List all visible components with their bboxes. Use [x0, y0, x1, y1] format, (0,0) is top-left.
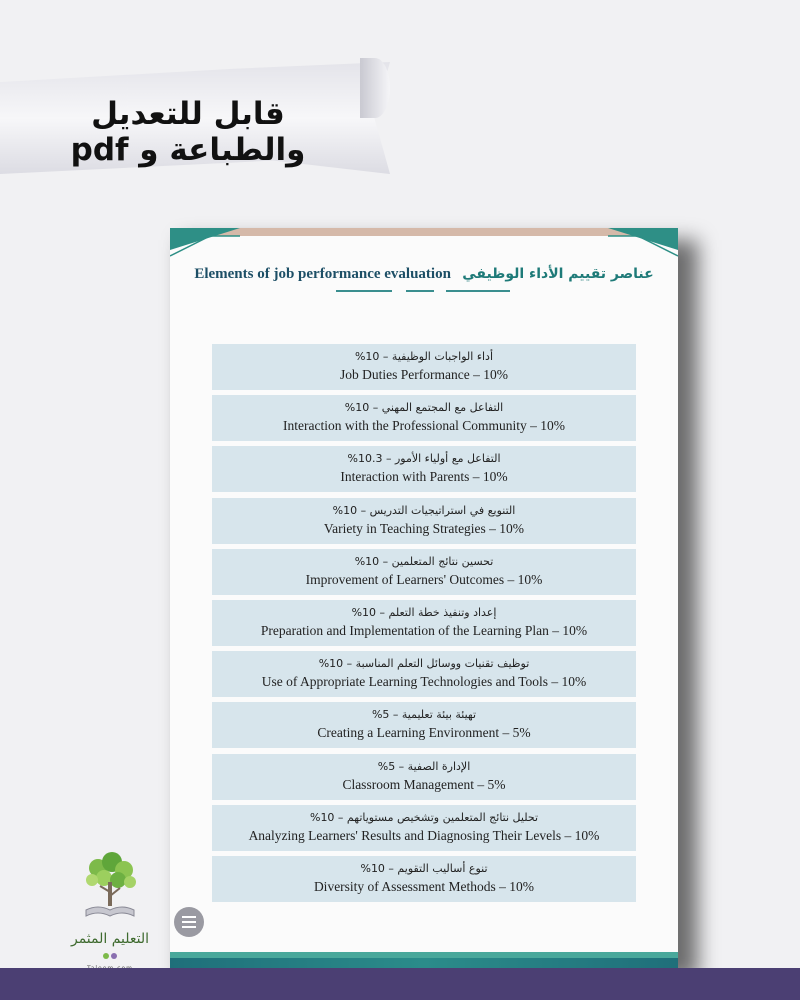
item-en: Diversity of Assessment Methods – 10%	[313, 878, 535, 894]
item-ar: تنوع أساليب التقويم – 10%	[360, 861, 488, 875]
logo-name: التعليم المثمر	[70, 931, 150, 947]
item-en: Use of Appropriate Learning Technologies and Tools – 10%	[261, 674, 587, 690]
item-ar: التنويع في استراتيجيات التدريس – 10%	[332, 503, 516, 517]
list-item	[212, 498, 636, 544]
title-underline-1	[336, 290, 392, 292]
item-en: Classroom Management – 5%	[342, 776, 506, 792]
list-item	[212, 395, 636, 441]
item-en: Improvement of Learners' Outcomes – 10%	[305, 571, 543, 587]
item-en: Job Duties Performance – 10%	[340, 367, 508, 382]
list-item	[212, 600, 636, 646]
list-item	[212, 702, 636, 748]
tree-book-logo	[78, 852, 142, 924]
item-ar: التفاعل مع المجتمع المهني – 10%	[344, 401, 504, 415]
item-ar: الإدارة الصفية – 5%	[377, 759, 471, 773]
item-en: Interaction with the Professional Community – 10%	[283, 418, 565, 434]
item-ar: أداء الواجبات الوظيفية – 10%	[354, 350, 494, 363]
evaluation-elements-list	[212, 344, 636, 907]
list-item	[212, 446, 636, 492]
item-en: Variety in Teaching Strategies – 10%	[323, 520, 525, 536]
list-menu-icon[interactable]	[174, 907, 204, 937]
item-ar: تهيئة بيئة تعليمية – 5%	[371, 708, 477, 722]
title-underline-2	[406, 290, 434, 292]
document-title	[170, 266, 678, 283]
list-item	[212, 344, 636, 390]
list-item	[212, 805, 636, 851]
title-underline-3	[446, 290, 510, 292]
item-ar: إعداد وتنفيذ خطة التعلم – 10%	[351, 605, 497, 619]
corner-decoration-right	[608, 228, 678, 268]
bottom-band-stripe	[170, 952, 678, 958]
logo-dots-icon	[100, 952, 120, 960]
corner-decoration-left	[170, 228, 240, 268]
item-en: Preparation and Implementation of the Learning Plan – 10%	[260, 622, 588, 638]
site-logo[interactable]	[70, 852, 150, 972]
title-en: Elements of job performance evaluation	[194, 266, 451, 282]
list-item	[212, 754, 636, 800]
list-item	[212, 856, 636, 902]
list-item	[212, 651, 636, 697]
bottom-bar	[0, 968, 800, 1000]
item-en: Creating a Learning Environment – 5%	[317, 725, 531, 741]
item-ar: توظيف تقنيات ووسائل التعلم المناسبة – 10%	[318, 657, 530, 671]
list-item	[212, 549, 636, 595]
item-ar: التفاعل مع أولياء الأمور – 10.3%	[347, 452, 501, 466]
banner-text: قابل للتعديل والطباعة و pdf	[70, 96, 306, 168]
item-en: Interaction with Parents – 10%	[340, 469, 508, 485]
top-band	[170, 228, 678, 236]
item-en: Analyzing Learners' Results and Diagnosing Their Levels – 10%	[248, 827, 600, 843]
banner-curl	[360, 58, 390, 118]
title-ar: عناصر تقييم الأداء الوظيفي	[462, 266, 654, 282]
item-ar: تحليل نتائج المتعلمين وتشخيص مستوياتهم – 10%	[309, 810, 539, 824]
document-page	[170, 228, 678, 976]
item-ar: تحسين نتائج المتعلمين – 10%	[354, 554, 494, 568]
